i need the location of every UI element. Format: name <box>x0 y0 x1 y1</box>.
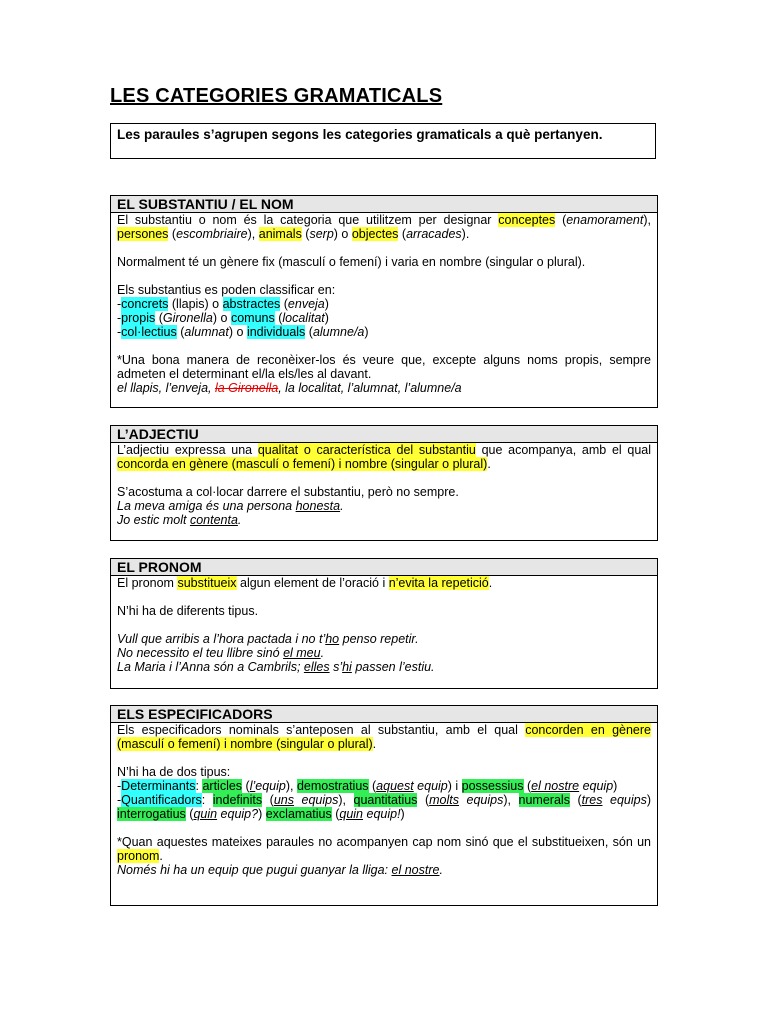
text: ( <box>398 227 407 241</box>
example: equip? <box>217 807 259 821</box>
text: , la localitat, l’alumnat, l’alumne/a <box>278 381 462 395</box>
underlined-word: hi <box>342 660 352 674</box>
highlight: Quantificadors <box>121 793 202 807</box>
examples <box>117 632 651 674</box>
text: El pronom <box>117 576 178 590</box>
text: . <box>237 513 242 527</box>
text: - <box>117 325 122 339</box>
section-adjectiu <box>110 425 658 541</box>
paragraph: N’hi ha de diferents tipus. <box>117 604 259 618</box>
text: ) <box>646 793 652 807</box>
types-list <box>117 765 651 821</box>
text: ) o <box>228 325 247 339</box>
text: - <box>117 297 122 311</box>
underlined-word: elles <box>303 660 330 674</box>
paragraph: Normalment té un gènere fix (masculí o femení) i varia en nombre (singular o plural). <box>117 255 586 269</box>
text: ( <box>155 311 163 325</box>
section-heading: EL PRONOM <box>111 559 657 576</box>
highlight: interrogatius <box>117 807 186 821</box>
highlight: persones <box>117 227 169 241</box>
text: ) <box>324 311 329 325</box>
example: equip <box>579 779 614 793</box>
note <box>117 835 651 877</box>
example: Gironella <box>162 311 213 325</box>
underlined-word: honesta <box>295 499 341 513</box>
text: Jo estic molt <box>117 513 190 527</box>
text: ) i <box>447 779 462 793</box>
text: ). <box>461 227 470 241</box>
highlight: concorden en gènere (masculí o femení) i nombre (singular o plural) <box>117 723 651 751</box>
text: Els especificadors nominals s’anteposen al substantiu, amb el qual <box>117 723 526 737</box>
text: ( <box>280 297 288 311</box>
text: . <box>372 737 377 751</box>
text: ( <box>262 793 274 807</box>
text: S’acostuma a col·locar darrere el substantiu, però no sempre. <box>117 485 459 499</box>
example: equips <box>459 793 504 807</box>
highlight: objectes <box>351 227 399 241</box>
text: *Una bona manera de reconèixer-los és veure que, excepte alguns noms propis, sempre admeten el determinant el/la els/les al davant. <box>117 353 651 381</box>
example: localitat <box>282 311 325 325</box>
text: ( <box>301 227 310 241</box>
text: - <box>117 779 122 793</box>
section-body <box>111 723 657 883</box>
highlight: Determinants <box>121 779 196 793</box>
text: ( <box>569 793 582 807</box>
example-line <box>117 863 443 877</box>
example-line <box>117 660 435 674</box>
text: ( <box>185 807 194 821</box>
paragraph <box>117 443 651 471</box>
text: ( <box>242 779 250 793</box>
text: ), <box>643 213 651 227</box>
section-heading: EL SUBSTANTIU / EL NOM <box>111 196 657 213</box>
text: - <box>117 793 122 807</box>
text: No necessito el teu llibre sinó <box>117 646 284 660</box>
underlined-word: l’ <box>249 779 256 793</box>
text: ), <box>285 779 297 793</box>
underlined-word: quin <box>193 807 218 821</box>
text: ), <box>503 793 519 807</box>
text: que acompanya, amb el qual <box>475 443 652 457</box>
text: ), <box>247 227 259 241</box>
paragraph <box>117 723 651 751</box>
highlight: quantitatius <box>353 793 418 807</box>
text: Els substantius es poden classificar en: <box>117 283 336 297</box>
text: ( <box>331 807 340 821</box>
example: arracades <box>406 227 462 241</box>
example-line <box>117 499 344 513</box>
example: equips <box>293 793 339 807</box>
example-line <box>117 632 419 646</box>
intro-box: Les paraules s’agrupen segons les categories gramaticals a què pertanyen. <box>110 123 656 159</box>
underlined-word: quin <box>339 807 364 821</box>
classification-list <box>117 283 651 339</box>
text: ) <box>324 297 329 311</box>
example: serp <box>309 227 334 241</box>
text: N’hi ha de dos tipus: <box>117 765 231 779</box>
paragraph <box>117 576 651 590</box>
paragraph <box>117 485 651 527</box>
text: ) <box>258 807 266 821</box>
example: equip <box>255 779 286 793</box>
highlight: indefinits <box>212 793 263 807</box>
highlight: individuals <box>246 325 306 339</box>
highlight: exclamatius <box>265 807 332 821</box>
underlined-word: uns <box>273 793 294 807</box>
highlight: concorda en gènere (masculí o femení) i nombre (singular o plural) <box>117 457 488 471</box>
text: ( <box>523 779 532 793</box>
paragraph <box>117 213 651 241</box>
example: enamorament <box>566 213 644 227</box>
text: . <box>340 499 344 513</box>
text: ) <box>364 325 369 339</box>
text: ( <box>168 227 177 241</box>
section-body <box>111 443 657 533</box>
text: (llapis) o <box>168 297 223 311</box>
text: L’adjectiu expressa una <box>117 443 258 457</box>
highlight: animals <box>258 227 302 241</box>
struck-example: la Gironella <box>214 381 279 395</box>
underlined-word: aquest <box>376 779 414 793</box>
text: ) o <box>333 227 352 241</box>
example: alumne/a <box>312 325 365 339</box>
text: s’ <box>329 660 343 674</box>
section-heading: L’ADJECTIU <box>111 426 657 443</box>
highlight: conceptes <box>498 213 556 227</box>
text: ( <box>555 213 567 227</box>
section-body <box>111 213 657 401</box>
underlined-word: el meu <box>283 646 321 660</box>
text: . <box>159 849 163 863</box>
underlined-word: contenta <box>189 513 238 527</box>
text: ( <box>274 311 283 325</box>
highlight: concrets <box>121 297 169 311</box>
text: Només hi ha un equip que pugui guanyar la lliga: <box>117 863 392 877</box>
text: ( <box>305 325 313 339</box>
highlight: substitueix <box>177 576 237 590</box>
example: escombriaire <box>176 227 248 241</box>
text: . <box>488 576 493 590</box>
text: - <box>117 311 122 325</box>
highlight: comuns <box>230 311 275 325</box>
text: : <box>195 779 203 793</box>
highlight: numerals <box>518 793 570 807</box>
highlight: propis <box>121 311 156 325</box>
section-heading: ELS ESPECIFICADORS <box>111 706 657 723</box>
example: alumnat <box>184 325 229 339</box>
section-body <box>111 576 657 680</box>
text: passen l’estiu. <box>351 660 435 674</box>
text: penso repetir. <box>339 632 419 646</box>
underlined-word: ho <box>325 632 340 646</box>
underlined-word: el nostre <box>391 863 440 877</box>
section-substantiu <box>110 195 658 408</box>
page-title: LES CATEGORIES GRAMATICALS <box>110 85 443 107</box>
text: La Maria i l’Anna són a Cambrils; <box>117 660 304 674</box>
text: ( <box>176 325 185 339</box>
example: equips <box>602 793 647 807</box>
section-pronom <box>110 558 658 689</box>
text: ( <box>417 793 430 807</box>
highlight: articles <box>202 779 243 793</box>
highlight: pronom <box>117 849 160 863</box>
highlight: n’evita la repetició <box>388 576 489 590</box>
text: : <box>201 793 213 807</box>
note <box>117 353 651 395</box>
text: ) <box>613 779 618 793</box>
text: el llapis, l’enveja, <box>117 381 215 395</box>
highlight: abstractes <box>222 297 281 311</box>
text: El substantiu o nom és la categoria que utilitzem per designar <box>117 213 499 227</box>
highlight: demostratius <box>296 779 369 793</box>
text: Vull que arribis a l’hora pactada i no t’ <box>117 632 326 646</box>
section-especificadors <box>110 705 658 906</box>
example: equip <box>413 779 448 793</box>
highlight: qualitat o característica del substantiu <box>257 443 476 457</box>
text: ( <box>368 779 377 793</box>
underlined-word: el nostre <box>531 779 580 793</box>
text: La meva amiga és una persona <box>117 499 296 513</box>
text: . <box>439 863 443 877</box>
text: *Quan aquestes mateixes paraules no acompanyen cap nom sinó que el substitueixen, són un <box>117 835 651 849</box>
underlined-word: tres <box>581 793 603 807</box>
highlight: possessius <box>461 779 524 793</box>
example: equip! <box>363 807 401 821</box>
text: . <box>487 457 491 471</box>
example-line <box>117 646 324 660</box>
example: enveja <box>287 297 325 311</box>
highlight: col·lectius <box>121 325 177 339</box>
underlined-word: molts <box>429 793 459 807</box>
text: ) o <box>212 311 231 325</box>
example-line <box>117 513 241 527</box>
text: ), <box>338 793 354 807</box>
text: . <box>320 646 325 660</box>
text: ) <box>400 807 405 821</box>
text: algun element de l’oració i <box>236 576 389 590</box>
example-line <box>117 381 462 395</box>
